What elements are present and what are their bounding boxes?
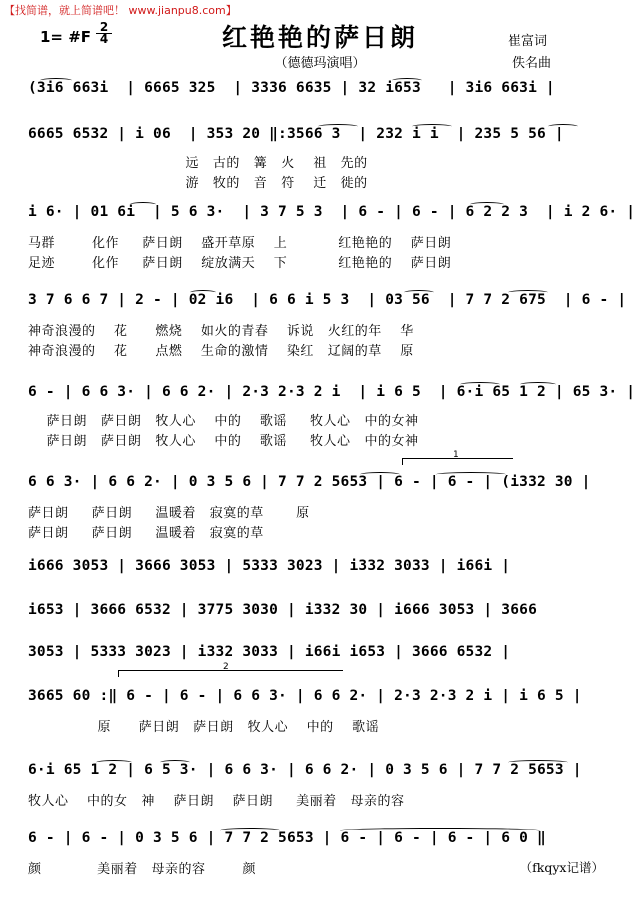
lyric-row-3b: 足迹 化作 萨日朗 绽放满天 下 红艳艳的 萨日朗 <box>28 256 452 271</box>
notation-row-10: 3665 60 :‖ 6 - | 6 - | 6 6 3· | 6 6 2· | 2·3 2·3 2 i | i 6 5 | <box>28 688 582 704</box>
lyric-row-10: 原 萨日朗 萨日朗 牧人心 中的 歌谣 <box>28 720 380 735</box>
slur-arc <box>318 124 358 129</box>
lyric-row-11: 牧人心 中的女 神 萨日朗 萨日朗 美丽着 母亲的容 <box>28 794 405 809</box>
slur-arc <box>392 78 422 83</box>
slur-arc <box>508 760 568 765</box>
slur-arc <box>96 760 132 765</box>
volta-bracket-1 <box>402 450 513 465</box>
volta-2-label: 2 <box>223 662 229 672</box>
notation-row-1: (3i6 663i | 6665 325 | 3336 6635 | 32 i653 | 3i6 663i | <box>28 80 555 96</box>
lyricist-credit: 崔富词 <box>508 34 548 49</box>
notation-row-3: i 6· | 01 6i | 5 6 3· | 3 7 5 3 | 6 - | 6 - | 6 2 2 3 | i 2 6· | <box>28 204 636 220</box>
lyric-row-5a: 萨日朗 萨日朗 牧人心 中的 歌谣 牧人心 中的女神 <box>28 414 419 429</box>
key-signature: 1= #F <box>40 28 92 46</box>
slur-arc <box>508 290 548 295</box>
singer-credit: （德德玛演唱） <box>274 56 366 71</box>
lyric-row-12: 颜 美丽着 母亲的容 颜 <box>28 862 257 877</box>
slur-arc <box>460 382 500 387</box>
slur-arc <box>436 472 506 477</box>
volta-bracket-2 <box>118 662 343 677</box>
notation-row-11: 6·i 65 1 2 | 6 5 3· | 6 6 3· | 6 6 2· | 0 3 5 6 | 7 7 2 5653 | <box>28 762 582 778</box>
slur-arc <box>130 202 156 207</box>
lyric-row-4a: 神奇浪漫的 花 燃烧 如火的青春 诉说 火红的年 华 <box>28 324 414 339</box>
notation-row-8: i653 | 3666 6532 | 3775 3030 | i332 30 | i666 3053 | 3666 <box>28 602 537 618</box>
notation-row-7: i666 3053 | 3666 3053 | 5333 3023 | i332 3033 | i66i | <box>28 558 511 574</box>
lyric-row-4b: 神奇浪漫的 花 点燃 生命的激情 染红 辽阔的草 原 <box>28 344 414 359</box>
slur-arc <box>40 78 72 83</box>
notation-row-5: 6 - | 6 6 3· | 6 6 2· | 2·3 2·3 2 i | i 6 5 | 6·i 65 1 2 | 65 3· | <box>28 384 636 400</box>
slur-arc <box>220 828 280 833</box>
lyric-row-2a: 远 古的 篝 火 祖 先的 <box>28 156 368 171</box>
lyric-row-3a: 马群 化作 萨日朗 盛开草原 上 红艳艳的 萨日朗 <box>28 236 452 251</box>
lyric-row-6b: 萨日朗 萨日朗 温暖着 寂寞的草 <box>28 526 264 541</box>
meter-top: 2 <box>96 22 112 34</box>
notation-row-12: 6 - | 6 - | 0 3 5 6 | 7 7 2 5653 | 6 - | 6 - | 6 - | 6 0 ‖ <box>28 830 546 846</box>
lyric-row-5b: 萨日朗 萨日朗 牧人心 中的 歌谣 牧人心 中的女神 <box>28 434 419 449</box>
slur-arc <box>340 828 540 833</box>
slur-arc <box>160 760 190 765</box>
notation-row-9: 3053 | 5333 3023 | i332 3033 | i66i i653 | 3666 6532 | <box>28 644 511 660</box>
slur-arc <box>520 382 556 387</box>
song-title: 红艳艳的萨日朗 <box>221 23 418 52</box>
slur-arc <box>412 124 452 129</box>
notation-row-6: 6 6 3· | 6 6 2· | 0 3 5 6 | 7 7 2 5653 | 6 - | 6 - | (i332 30 | <box>28 474 591 490</box>
slur-arc <box>404 290 434 295</box>
slur-arc <box>548 124 578 129</box>
lyric-row-2b: 游 牧的 音 符 迁 徙的 <box>28 176 368 191</box>
site-watermark: 【找简谱，就上简谱吧！ www.jianpu8.com】 <box>4 4 237 17</box>
slur-arc <box>190 290 216 295</box>
slur-arc <box>360 472 400 477</box>
lyric-row-6a: 萨日朗 萨日朗 温暖着 寂寞的草 原 <box>28 506 310 521</box>
composer-credit: 佚名曲 <box>512 56 552 71</box>
transcriber-note: （fkqyx记谱） <box>519 860 604 875</box>
notation-row-4: 3 7 6 6 7 | 2 - | 02 i6 | 6 6 i 5 3 | 03 56 | 7 7 2 675 | 6 - | <box>28 292 627 308</box>
meter-bottom: 4 <box>99 32 109 46</box>
notation-row-2: 6665 6532 | i 06 | 353 20 ‖:3566 3 | 232 i i | 235 5 56 | <box>28 126 564 142</box>
slur-arc <box>470 202 504 207</box>
volta-1-label: 1 <box>453 450 459 460</box>
